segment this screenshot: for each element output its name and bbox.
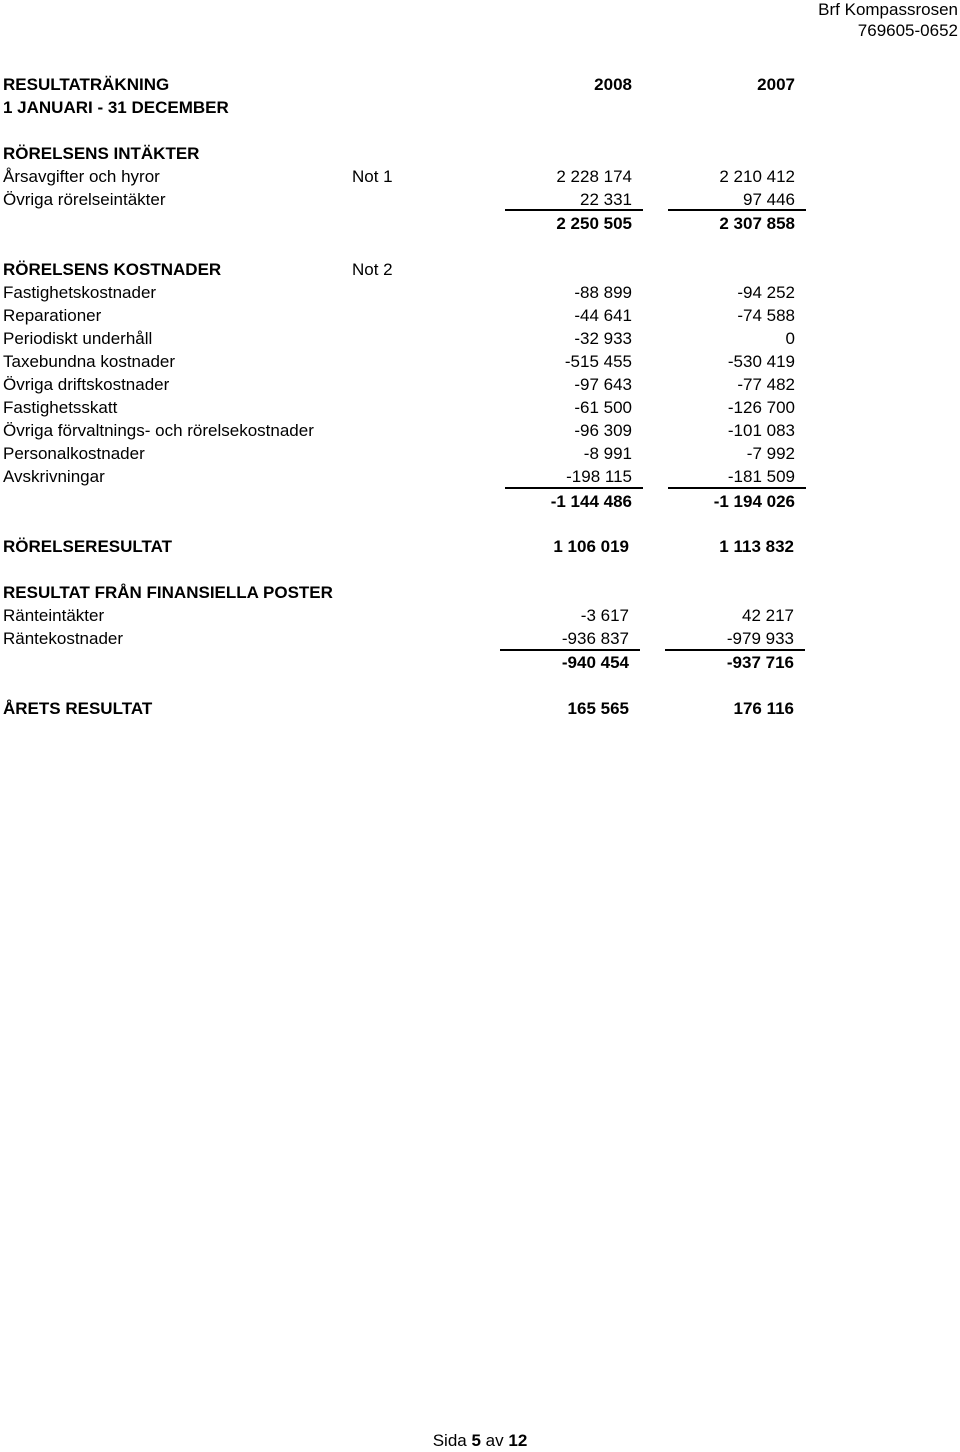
operating-result-row bbox=[0, 535, 960, 558]
income-heading-row bbox=[0, 142, 960, 165]
income-total-row bbox=[0, 212, 960, 235]
cost-row bbox=[0, 350, 960, 373]
value-2008: -936 837 bbox=[561, 629, 629, 648]
cost-row bbox=[0, 281, 960, 304]
value-2008: -96 309 bbox=[574, 421, 632, 440]
statement-period-row bbox=[0, 96, 960, 119]
value-2007: 97 446 bbox=[743, 190, 795, 209]
net-result-row bbox=[0, 697, 960, 720]
value-2007: -77 482 bbox=[737, 375, 795, 394]
cost-row bbox=[0, 304, 960, 327]
value-2007: -126 700 bbox=[727, 398, 795, 417]
page-label: Sida bbox=[432, 1431, 467, 1450]
cost-row bbox=[0, 465, 960, 488]
page-footer bbox=[0, 1429, 960, 1452]
net-result-2008: 165 565 bbox=[567, 699, 629, 718]
value-2008: -515 455 bbox=[564, 352, 632, 371]
value-2008: -3 617 bbox=[580, 606, 629, 625]
value-2008: -61 500 bbox=[574, 398, 632, 417]
row-label: Periodiskt underhåll bbox=[3, 329, 153, 348]
row-label: Fastighetsskatt bbox=[3, 398, 118, 417]
statement-title: RESULTATRÄKNING bbox=[3, 75, 170, 94]
total-pages-number: 12 bbox=[508, 1431, 528, 1450]
income-total-2007: 2 307 858 bbox=[719, 214, 795, 233]
income-heading: RÖRELSENS INTÄKTER bbox=[3, 144, 200, 163]
net-result-2007: 176 116 bbox=[733, 699, 794, 718]
column-header-2007: 2007 bbox=[757, 75, 795, 94]
value-2008: -8 991 bbox=[583, 444, 632, 463]
value-2008: 22 331 bbox=[580, 190, 632, 209]
financial-row bbox=[0, 627, 960, 650]
subtotal-rule-2007 bbox=[668, 209, 806, 211]
value-2007: -7 992 bbox=[746, 444, 795, 463]
subtotal-rule-2008 bbox=[505, 209, 643, 211]
financial-row bbox=[0, 604, 960, 627]
value-2007: 42 217 bbox=[742, 606, 794, 625]
costs-total-2007: -1 194 026 bbox=[713, 492, 795, 511]
column-header-2008: 2008 bbox=[594, 75, 632, 94]
operating-result-2008: 1 106 019 bbox=[553, 537, 629, 556]
value-2007: -94 252 bbox=[737, 283, 795, 302]
row-label: Avskrivningar bbox=[3, 467, 105, 486]
value-2007: -530 419 bbox=[727, 352, 795, 371]
financial-total-row bbox=[0, 651, 960, 674]
financial-total-2008: -940 454 bbox=[561, 653, 629, 672]
row-label: Årsavgifter och hyror bbox=[3, 167, 160, 186]
cost-row bbox=[0, 327, 960, 350]
income-row bbox=[0, 188, 960, 211]
page-of-label: av bbox=[485, 1431, 504, 1450]
value-2008: 2 228 174 bbox=[556, 167, 632, 186]
value-2008: -198 115 bbox=[566, 467, 632, 486]
income-row bbox=[0, 165, 960, 188]
cost-row bbox=[0, 419, 960, 442]
value-2007: -74 588 bbox=[737, 306, 795, 325]
row-label: Reparationer bbox=[3, 306, 102, 325]
statement-title-row bbox=[0, 73, 960, 96]
statement-period: 1 JANUARI - 31 DECEMBER bbox=[3, 98, 229, 117]
organization-name: Brf Kompassrosen bbox=[818, 0, 958, 19]
operating-result-2007: 1 113 832 bbox=[719, 537, 794, 556]
value-2007: 2 210 412 bbox=[719, 167, 795, 186]
costs-total-2008: -1 144 486 bbox=[550, 492, 632, 511]
value-2007: -979 933 bbox=[726, 629, 794, 648]
row-label: Övriga förvaltnings- och rörelsekostnader bbox=[3, 421, 314, 440]
costs-heading-row bbox=[0, 258, 960, 281]
organization-number: 769605-0652 bbox=[857, 21, 958, 40]
value-2007: -181 509 bbox=[727, 467, 795, 486]
cost-row bbox=[0, 373, 960, 396]
costs-total-row bbox=[0, 490, 960, 513]
costs-heading: RÖRELSENS KOSTNADER bbox=[3, 260, 222, 279]
operating-result-label: RÖRELSERESULTAT bbox=[3, 537, 173, 556]
value-2008: -88 899 bbox=[574, 283, 632, 302]
cost-row bbox=[0, 442, 960, 465]
note-reference: Not 1 bbox=[352, 167, 393, 186]
current-page-number: 5 bbox=[471, 1431, 481, 1450]
financial-heading: RESULTAT FRÅN FINANSIELLA POSTER bbox=[3, 583, 333, 602]
row-label: Övriga driftskostnader bbox=[3, 375, 170, 394]
value-2008: -32 933 bbox=[574, 329, 632, 348]
value-2008: -44 641 bbox=[574, 306, 632, 325]
net-result-label: ÅRETS RESULTAT bbox=[3, 699, 153, 718]
value-2007: -101 083 bbox=[727, 421, 795, 440]
financial-total-2007: -937 716 bbox=[726, 653, 794, 672]
income-total-2008: 2 250 505 bbox=[556, 214, 632, 233]
row-label: Övriga rörelseintäkter bbox=[3, 190, 166, 209]
row-label: Ränteintäkter bbox=[3, 606, 105, 625]
value-2007: 0 bbox=[785, 329, 795, 348]
row-label: Räntekostnader bbox=[3, 629, 124, 648]
note-reference: Not 2 bbox=[352, 260, 393, 279]
financial-heading-row bbox=[0, 581, 960, 604]
row-label: Taxebundna kostnader bbox=[3, 352, 176, 371]
value-2008: -97 643 bbox=[574, 375, 632, 394]
row-label: Personalkostnader bbox=[3, 444, 145, 463]
subtotal-rule-2007 bbox=[668, 487, 806, 489]
row-label: Fastighetskostnader bbox=[3, 283, 157, 302]
cost-row bbox=[0, 396, 960, 419]
subtotal-rule-2008 bbox=[505, 487, 643, 489]
